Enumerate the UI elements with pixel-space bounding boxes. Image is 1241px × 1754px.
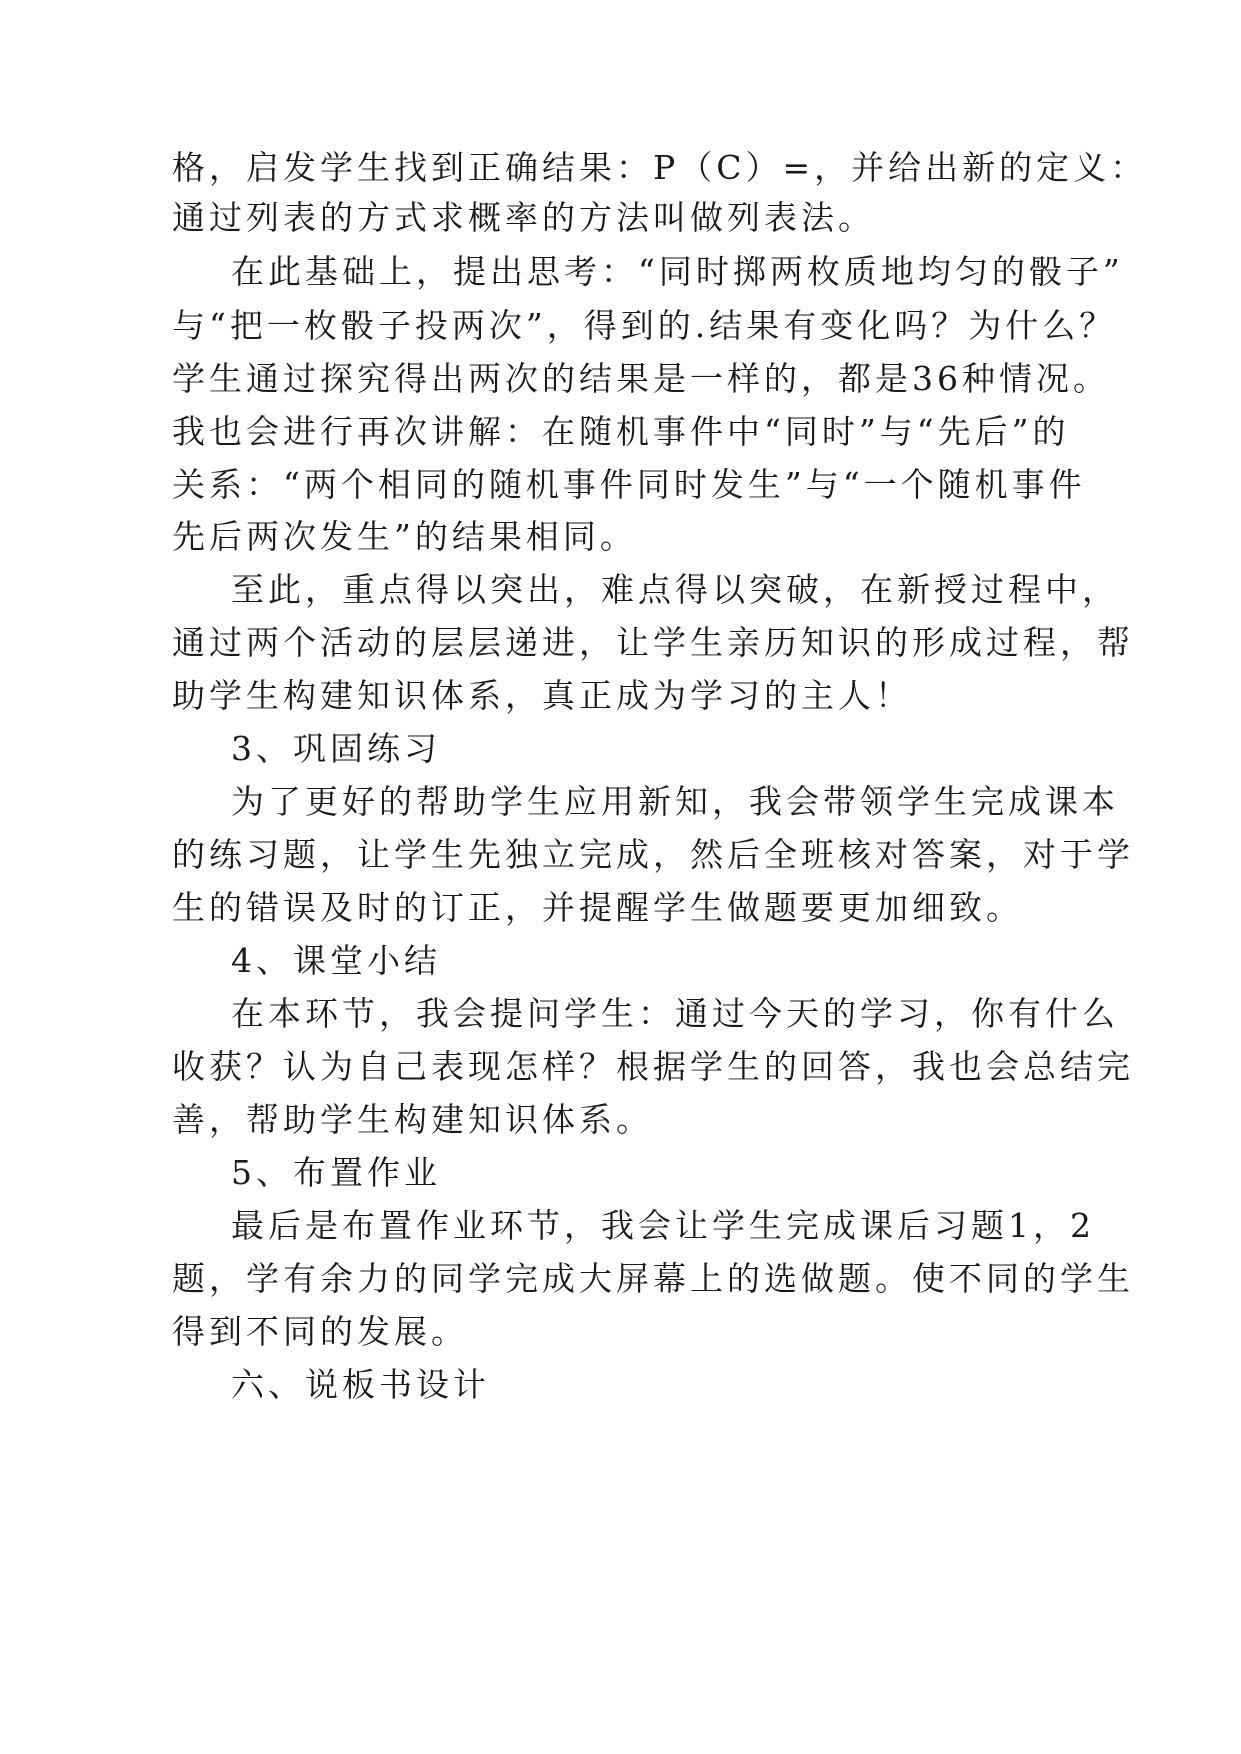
- text-line: 收获？认为自己表现怎样？根据学生的回答，我也会总结完: [172, 1047, 1134, 1086]
- text-line: 在本环节，我会提问学生：通过今天的学习，你有什么: [231, 994, 1119, 1033]
- text-line: 先后两次发生”的结果相同。: [172, 517, 637, 556]
- section-heading: 3、巩固练习: [231, 729, 441, 768]
- text-line: 最后是布置作业环节，我会让学生完成课后习题1，2: [231, 1206, 1095, 1245]
- text-line: 的练习题，让学生先独立完成，然后全班核对答案，对于学: [172, 835, 1134, 874]
- section-heading: 六、说板书设计: [231, 1365, 490, 1404]
- section-heading: 4、课堂小结: [231, 941, 441, 980]
- text-line: 助学生构建知识体系，真正成为学习的主人！: [172, 676, 912, 715]
- text-line: 至此，重点得以突出，难点得以突破，在新授过程中，: [231, 570, 1119, 609]
- text-line: 学生通过探究得出两次的结果是一样的，都是36种情况。: [172, 359, 1110, 398]
- text-line: 生的错误及时的订正，并提醒学生做题要更加细致。: [172, 888, 1023, 927]
- text-line: 格，启发学生找到正确结果：P（C）=，并给出新的定义：: [172, 148, 1148, 187]
- text-line: 题，学有余力的同学完成大屏幕上的选做题。使不同的学生: [172, 1259, 1134, 1298]
- section-heading: 5、布置作业: [231, 1153, 441, 1192]
- text-line: 得到不同的发展。: [172, 1312, 468, 1351]
- text-line: 为了更好的帮助学生应用新知，我会带领学生完成课本: [231, 782, 1119, 821]
- text-line: 在此基础上，提出思考：“同时掷两枚质地均匀的骰子”: [231, 252, 1124, 291]
- text-line: 我也会进行再次讲解：在随机事件中“同时”与“先后”的: [172, 412, 1070, 451]
- text-line: 善，帮助学生构建知识体系。: [172, 1100, 653, 1139]
- text-line: 关系：“两个相同的随机事件同时发生”与“一个随机事件: [172, 465, 1086, 504]
- text-line: 通过两个活动的层层递进，让学生亲历知识的形成过程，帮: [172, 623, 1134, 662]
- text-line: 通过列表的方式求概率的方法叫做列表法。: [172, 198, 875, 237]
- text-line: 与“把一枚骰子投两次”，得到的.结果有变化吗？为什么？: [172, 306, 1117, 345]
